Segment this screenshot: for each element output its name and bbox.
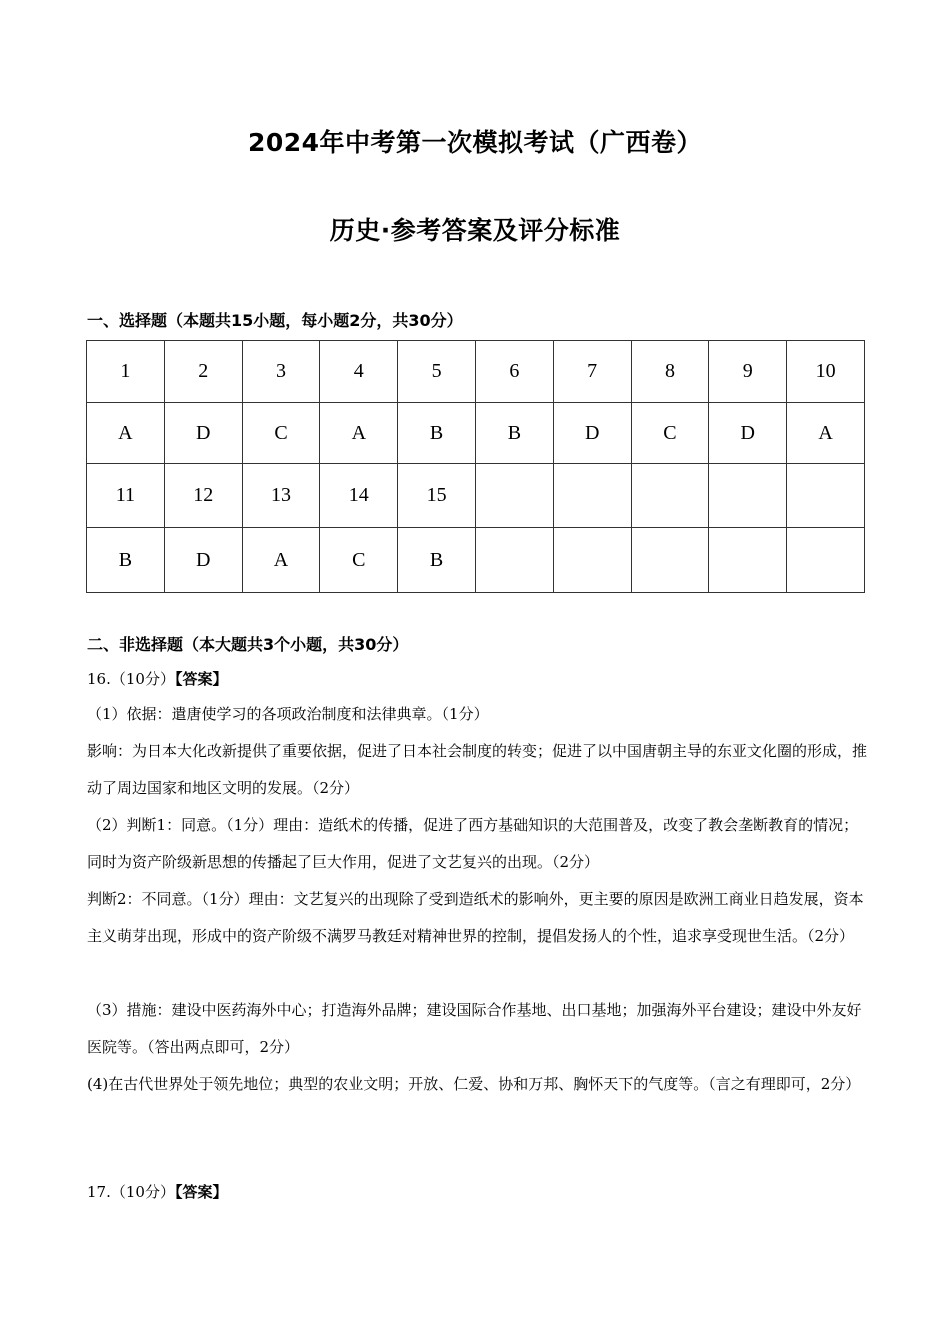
answer-table-cell: 8 [631, 341, 709, 403]
answer-table-cell: D [553, 403, 631, 464]
answer-table-cell [475, 528, 553, 593]
answer-table-cell: A [242, 528, 320, 593]
answer-table-cell: D [164, 528, 242, 593]
q16-paragraph: （1）依据：遣唐使学习的各项政治制度和法律典章。（1分） [87, 705, 489, 723]
answer-table-cell: A [787, 403, 865, 464]
answer-table-cell: 3 [242, 341, 320, 403]
answer-table-cell: 2 [164, 341, 242, 403]
answer-table-cell: 11 [87, 464, 165, 528]
answer-table-cell: C [631, 403, 709, 464]
answer-table-cell: 4 [320, 341, 398, 403]
answer-table-row [87, 341, 865, 403]
q16-paragraph: （2）判断1：同意。（1分）理由：造纸术的传播，促进了西方基础知识的大范围普及，改变了教会垄断教育的情况；同时为资产阶级新思想的传播起了巨大作用，促进了文艺复兴的出现。（2分） [87, 816, 859, 871]
answer-table-cell: B [398, 528, 476, 593]
answer-table-cell: C [242, 403, 320, 464]
q16-paragraph: （3）措施：建设中医药海外中心；打造海外品牌；建设国际合作基地、出口基地；加强海外平台建设；建设中外友好医院等。（答出两点即可，2分） [87, 1001, 862, 1056]
q16-paragraph: 判断2：不同意。（1分）理由：文艺复兴的出现除了受到造纸术的影响外，更主要的原因是欧洲工商业日趋发展，资本主义萌芽出现，形成中的资产阶级不满罗马教廷对精神世界的控制，提倡发扬人的个性，追求享受现世生活。（2分） [87, 890, 864, 945]
answer-table-row [87, 528, 865, 593]
section-heading-choice: 一、选择题（本题共15小题，每小题2分，共30分） [87, 311, 463, 330]
answer-table-cell: 14 [320, 464, 398, 528]
question-17-header [87, 1182, 227, 1202]
answer-table-row [87, 464, 865, 528]
document-subtitle: 历史·参考答案及评分标准 [329, 216, 621, 245]
answer-table-cell: 9 [709, 341, 787, 403]
question-16-header [87, 669, 227, 689]
q16-paragraph: (4)在古代世界处于领先地位；典型的农业文明；开放、仁爱、协和万邦、胸怀天下的气度等。（言之有理即可，2分） [87, 1075, 861, 1093]
answer-table-cell [631, 464, 709, 528]
answer-table-cell: 7 [553, 341, 631, 403]
answer-table-cell [787, 528, 865, 593]
answer-table-cell [787, 464, 865, 528]
question-17-answer-tag: 【答案】 [174, 1183, 228, 1201]
answer-table-cell: 5 [398, 341, 476, 403]
answer-table-cell [631, 528, 709, 593]
answer-table-cell: D [164, 403, 242, 464]
answer-table-cell [709, 464, 787, 528]
answer-table [86, 340, 865, 593]
q16-paragraph: 影响：为日本大化改新提供了重要依据，促进了日本社会制度的转变；促进了以中国唐朝主导的东亚文化圈的形成，推动了周边国家和地区文明的发展。（2分） [87, 742, 868, 797]
document-title: 2024年中考第一次模拟考试（广西卷） [247, 128, 703, 157]
answer-table-cell [475, 464, 553, 528]
section-heading-nonchoice: 二、非选择题（本大题共3个小题，共30分） [87, 635, 409, 654]
question-17-label: 17.（10分） [87, 1183, 175, 1201]
answer-table-cell: B [87, 528, 165, 593]
answer-table-cell: D [709, 403, 787, 464]
answer-table-cell: 15 [398, 464, 476, 528]
answer-table-cell: 12 [164, 464, 242, 528]
answer-table-cell: 10 [787, 341, 865, 403]
answer-table-cell: 6 [475, 341, 553, 403]
answer-table-cell: B [398, 403, 476, 464]
answer-table-cell [553, 528, 631, 593]
answer-table-cell: B [475, 403, 553, 464]
answer-table-cell: 1 [87, 341, 165, 403]
question-16-answer-tag: 【答案】 [174, 670, 228, 688]
answer-table-cell: 13 [242, 464, 320, 528]
question-16-label: 16.（10分） [87, 670, 175, 688]
answer-table-row [87, 403, 865, 464]
answer-table-cell: A [320, 403, 398, 464]
answer-table-cell [553, 464, 631, 528]
answer-table-cell: A [87, 403, 165, 464]
answer-table-cell [709, 528, 787, 593]
answer-table-cell: C [320, 528, 398, 593]
